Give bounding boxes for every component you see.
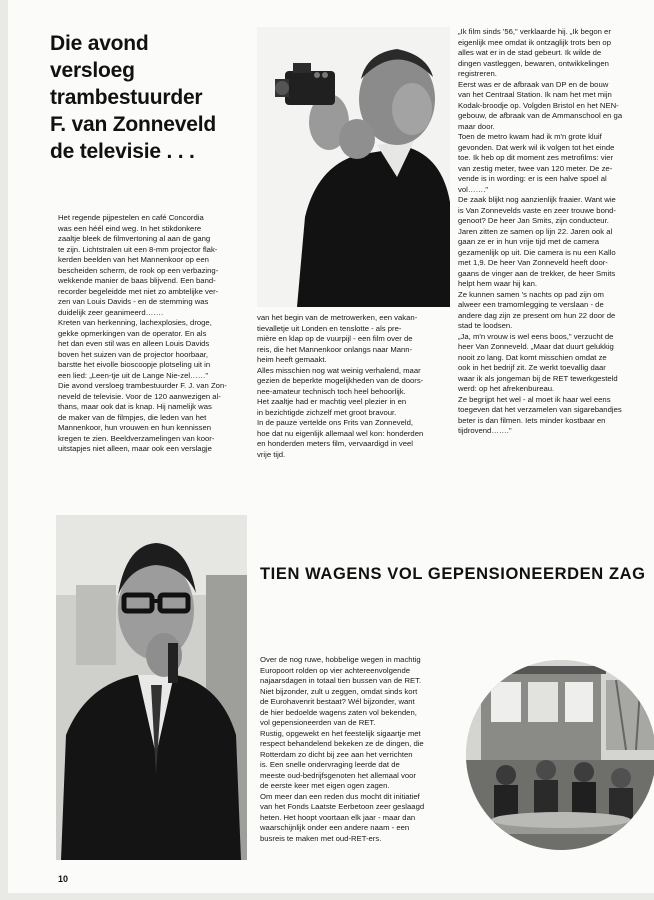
headline-line-1: Die avond	[50, 32, 149, 55]
article-2-headline: TIEN WAGENS VOL GEPENSIONEERDEN ZAG	[260, 565, 646, 583]
article-1-column-2: van het begin van de metrowerken, een vakan- tievalletje uit Londen en tenslotte - als pre- mière en klap op de vuurpijl - een film over de reis, die het Mannenkoor onlangs naar Mann- heim heeft gemaakt. Alles misschien nog wat weinig verhalend, maar gezien de beperkte mogelijkheden van de doors- nee-amateur technisch toch heel behoorlijk. Het zaaltje had er machtig veel plezier in en in bezichtigde zichzelf met groot bravour. In de pauze vertelde ons Frits van Zonneveld, hoe dat nu eigenlijk allemaal wel kon: honderden en honderden meters film, vervaardigd in veel vrije tijd.	[257, 313, 424, 459]
page-edge-left	[0, 0, 8, 900]
page-edge-bottom	[0, 893, 654, 900]
headline-line-3: trambestuurder	[50, 86, 203, 109]
article-1-column-1: Het regende pijpestelen en café Concordia was een héél eind weg. In het stikdonkere zaaltje bleek de filmvertoning al aan de gang te zijn. Lichtstralen uit een 8-mm projector flak- kerden beelden van het Mannenkoor op een bescheiden scherm, de rook op een verbazing- wekkende manier de baas blijvend. Een band- recorder begeleidde met niet zo ambtelijke ver- zen van Louis Davids - en de stemming was duidelijk zeer geanimeerd……. Kreten van herkenning, lachexplosies, droge, gekke opmerkingen van de operator. En als het dan even stil was en alleen Louis Davids boven het suizen van de projector hoorbaar, barstte het eivolle bioscoopje plotseling uit in een lied: „Leen-tje uit de Lange Nie-zel……" Die avond versloeg trambestuurder F. J. van Zon- neveld de televisie. Voor de 120 aanwezigen al- thans, maar ook dat is knap. Hij namelijk was de maker van de filmpjes, die leden van het Mannenkoor, hun vrouwen en hun kennissen kregen te zien. Beeldverzamelingen van koor- uitstapjes niet alleen, maar ook een verslagje	[58, 213, 227, 453]
article-headline	[50, 30, 260, 165]
article-2-body: Over de nog ruwe, hobbelige wegen in machtig Europoort rolden op vier achtereenvolgende najaarsdagen in totaal tien bussen van de RET. Niet bijzonder, zult u zeggen, omdat sinds kort de Eurohavenrit bestaat? Wél bijzonder, want de hier bedoelde wagens zaten vol bekenden, vol gepensioneerden van de RET. Rustig, opgewekt en het feestelijk sigaartje met respect behandelend bekeken ze de dingen, die Rotterdam zo dicht bij zee aan het verrichten is. Een snelle ondervraging leerde dat de meeste oud-bedrijfsgenoten het allemaal voor de eerste keer met eigen ogen zagen. Om meer dan een reden dus mocht dit initiatief van het Fonds Laatste Eerbetoon zeer geslaagd heten. Het hoopt voortaan elk jaar - maar dan waarschijnlijk onder een andere naam - een busreis te maken met oud-RET-ers.	[260, 655, 425, 843]
terrace-photo	[466, 660, 654, 850]
singer-photo	[56, 515, 247, 860]
man-with-glasses-and-microphone-photo	[56, 515, 247, 860]
page-number: 10	[58, 874, 69, 884]
headline-line-5: de televisie . . .	[50, 140, 195, 163]
headline-line-4: F. van Zonneveld	[50, 113, 216, 136]
group-at-cafe-terrace-photo	[466, 660, 654, 850]
headline-line-2: versloeg	[50, 59, 135, 82]
article-1-column-3: „Ik film sinds '56," verklaarde hij. „Ik begon er eigenlijk mee omdat ik ontzaglijk trots ben op alles wat er in de stad gebeurt. Ik wilde de dingen vastleggen, bewaren, ontwikkelingen registreren. Eerst was er de afbraak van DP en de bouw van het Centraal Station. Ik nam het met mijn Kodak-broodje op. Volgden Bristol en het NEN- gebouw, de afbraak van de Ammanschool en ga maar door. Toen de metro kwam had ik m'n grote kluif gevonden. Dat werk wil ik volgen tot het einde toe. Ik heb op dit moment zes metrofilms: vier van zestig meter, twee van 120 meter. De ze- vende is in wording: er is een halve spoel al vol……." De zaak blijkt nog aanzienlijk fraaier. Want wie is Van Zonnevelds vaste en zeer trouwe bond- genoot? De heer Jan Smits, zijn conducteur. Jaren zitten ze samen op lijn 22. Jaren ook al gaan ze er in hun vrije tijd met de camera gezamenlijk op uit. Die camera is nu een Kallo met 1,9. De heer Van Zonneveld heeft door- gaans de vinger aan de trekker, de heer Smits helpt hem waar hij kan. Ze kunnen samen 's nachts op pad zijn om alweer een tramomlegging te verslaan - de andere dag zijn ze present om hun 22 door de stad te loodsen. „Ja, m'n vrouw is wel eens boos," verzucht de heer Van Zonneveld. „Maar dat duurt gelukkig nooit zo lang. Dat komt misschien omdat ze ook in het bedrijf zit. Ze werkt toevallig daar waar ik als jongeman bij de RET tewerkgesteld werd: op het afrekenbureau. Ze begrijpt het wel - al moet ik haar wel eens toegeven dat het verzamelen van sigarebandjes beter is dan filmen. Iets minder kostbaar en tijdrovend……."	[458, 27, 623, 435]
cameraman-photo	[257, 27, 450, 307]
man-with-film-camera-photo	[257, 27, 450, 307]
